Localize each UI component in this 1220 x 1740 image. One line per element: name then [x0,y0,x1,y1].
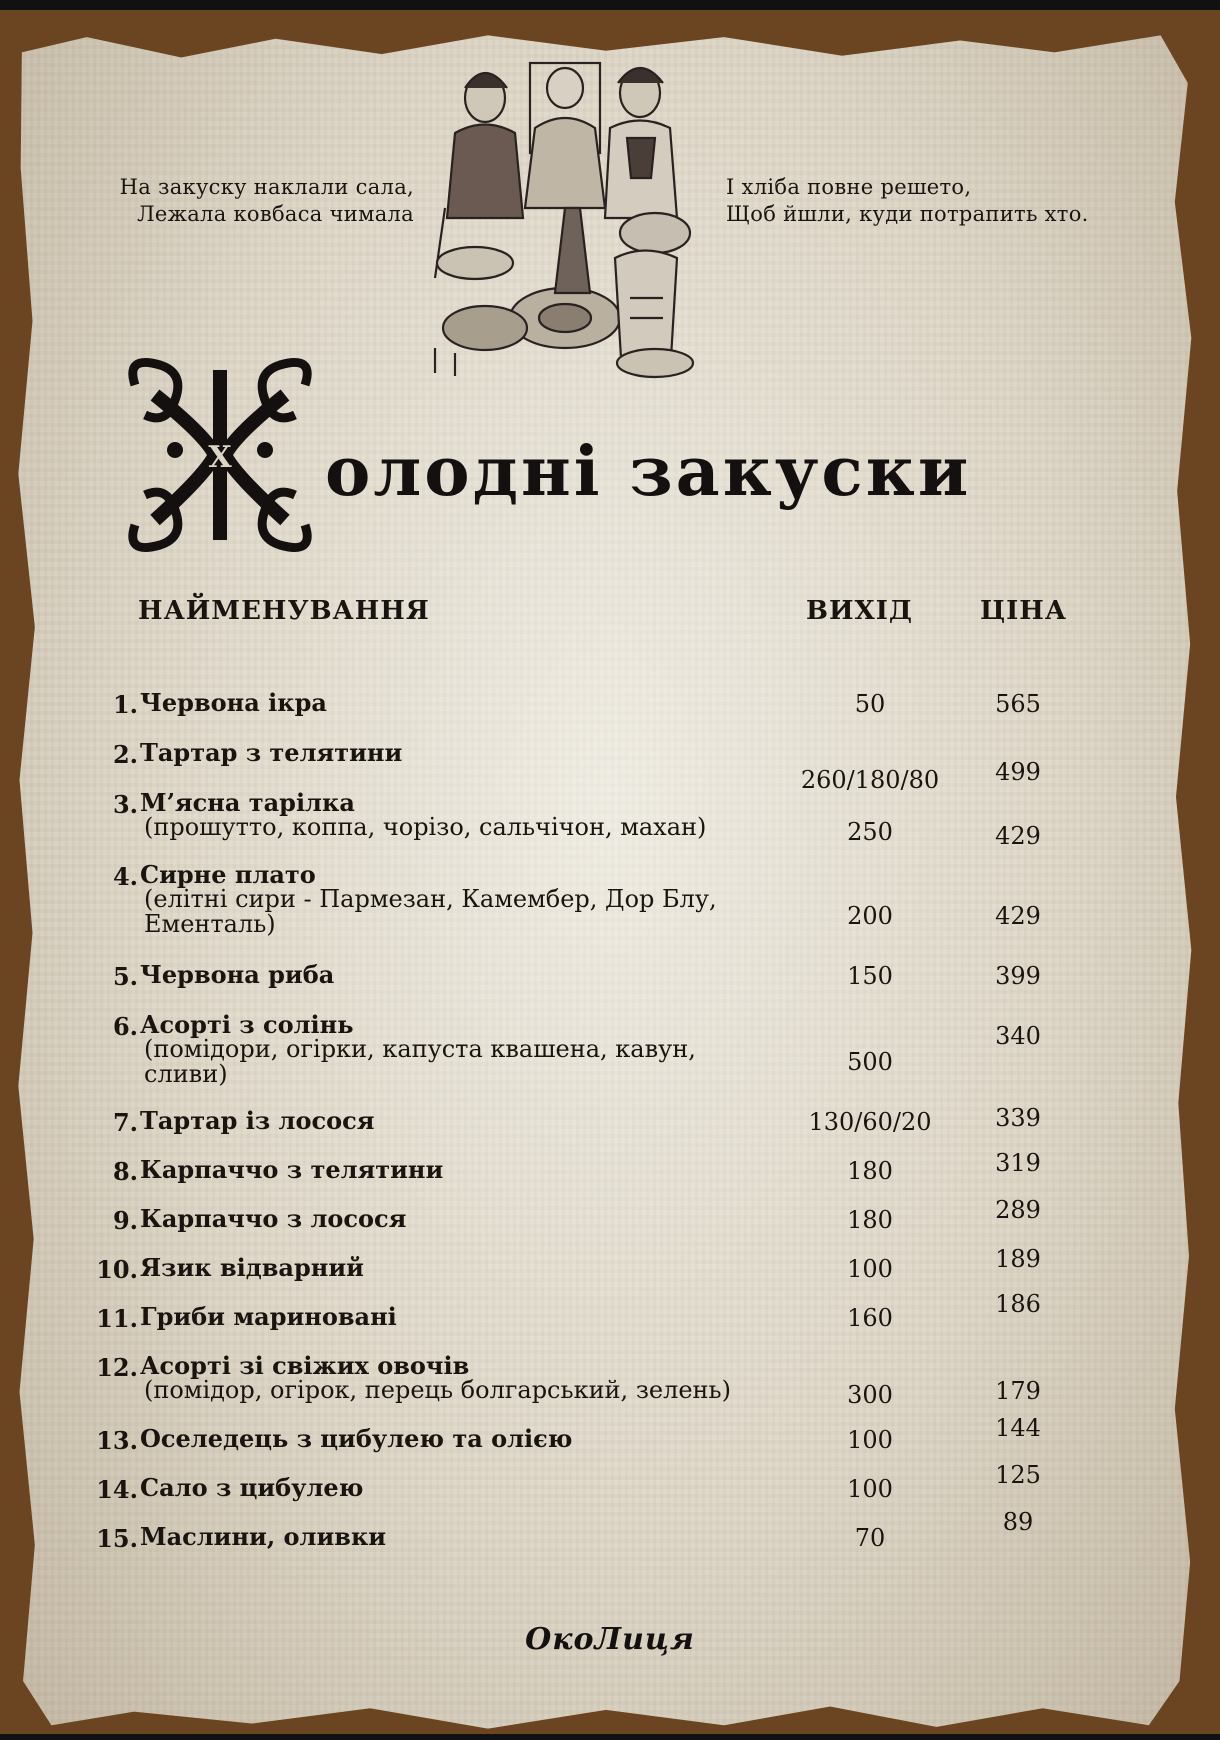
item-number: 4. [112,862,138,891]
item-yield: 70 [854,1524,886,1552]
item-price: 499 [995,758,1041,786]
item-yield: 150 [847,962,893,990]
verse-left-line-1: На закуску наклали сала, [119,175,414,199]
item-number: 13. [96,1426,138,1455]
page-title: олодні закуски [325,432,972,512]
item-description: (прошутто, коппа, чорізо, сальчічон, махан) [144,813,707,841]
item-title: Гриби мариновані [140,1302,397,1331]
item-price: 189 [995,1245,1041,1273]
item-yield: 500 [847,1048,893,1076]
item-yield: 260/180/80 [800,766,940,794]
item-price: 429 [995,902,1041,930]
item-title: Червона ікра [140,688,327,717]
column-header-name: НАЙМЕНУВАННЯ [138,596,430,626]
bottom-border [0,1734,1220,1740]
item-title: Язик відварний [140,1253,364,1282]
item-name [140,1108,760,1133]
item-number: 1. [112,690,138,719]
verse-left-line-2: Лежала ковбаса чимала [137,202,414,226]
item-name [140,1426,760,1451]
item-number: 7. [112,1108,138,1137]
item-yield: 100 [847,1426,893,1454]
item-title: Оселедець з цибулею та олією [140,1424,573,1453]
verse-right-line-2: Щоб йшли, куди потрапить хто. [726,202,1089,226]
item-number: 9. [112,1206,138,1235]
item-title: Карпаччо з лосося [140,1204,407,1233]
title-initial-glyph: Х [208,440,232,475]
item-yield: 100 [847,1255,893,1283]
item-title: Асорті з солінь [140,1010,354,1039]
title-initial-letter [115,355,325,555]
item-name [140,1304,760,1329]
item-title: Тартар з телятини [140,738,403,767]
item-number: 5. [112,962,138,991]
item-price: 399 [995,962,1041,990]
item-title: Карпаччо з телятини [140,1155,444,1184]
feast-illustration [415,58,715,383]
verse-right [726,174,1106,228]
item-name [140,1475,760,1500]
column-header-price: ЦІНА [980,596,1068,626]
item-yield: 300 [847,1381,893,1409]
item-price: 565 [995,690,1041,718]
item-description: (помідори, огірки, капуста квашена, кавун, сливи) [144,1035,696,1088]
item-number: 12. [96,1353,138,1382]
item-price: 125 [995,1461,1041,1489]
item-name [140,862,760,937]
item-name [140,962,760,987]
verse-left [104,174,414,228]
item-name [140,1206,760,1231]
item-description: (елітні сири - Пармезан, Камембер, Дор Блу, Ементаль) [144,885,717,938]
item-name [140,690,760,715]
item-number: 8. [112,1157,138,1186]
item-title: Сирне плато [140,860,316,889]
item-number: 6. [112,1012,138,1041]
item-title: Тартар із лосося [140,1106,375,1135]
item-name [140,1012,760,1087]
item-title: Асорті зі свіжих овочів [140,1351,470,1380]
item-number: 15. [96,1524,138,1553]
item-number: 14. [96,1475,138,1504]
item-name [140,1353,760,1403]
item-price: 340 [995,1022,1041,1050]
item-name [140,790,760,840]
item-price: 144 [995,1414,1041,1442]
item-number: 10. [96,1255,138,1284]
item-number: 11. [96,1304,138,1333]
item-title: Червона риба [140,960,335,989]
item-title: Сало з цибулею [140,1473,364,1502]
item-number: 3. [112,790,138,819]
item-yield: 200 [847,902,893,930]
item-price: 319 [995,1149,1041,1177]
column-header-yield: ВИХІД [806,596,913,626]
item-yield: 180 [847,1206,893,1234]
item-price: 186 [995,1290,1041,1318]
item-name [140,1255,760,1280]
item-yield: 160 [847,1304,893,1332]
item-name [140,1524,760,1549]
item-price: 179 [995,1377,1041,1405]
item-price: 429 [995,822,1041,850]
verse-right-line-1: І хліба повне решето, [726,175,972,199]
item-name [140,1157,760,1182]
item-yield: 250 [847,818,893,846]
item-price: 89 [1002,1508,1034,1536]
item-title: Маслини, оливки [140,1522,387,1551]
item-price: 289 [995,1196,1041,1224]
item-yield: 130/60/20 [808,1108,932,1136]
item-yield: 180 [847,1157,893,1185]
item-yield: 50 [854,690,886,718]
item-yield: 100 [847,1475,893,1503]
item-number: 2. [112,740,138,769]
item-title: М’ясна тарілка [140,788,355,817]
item-description: (помідор, огірок, перець болгарський, зелень) [144,1376,731,1404]
item-name [140,740,760,765]
item-price: 339 [995,1104,1041,1132]
brand-logo: ОкоЛиця [525,1622,695,1657]
